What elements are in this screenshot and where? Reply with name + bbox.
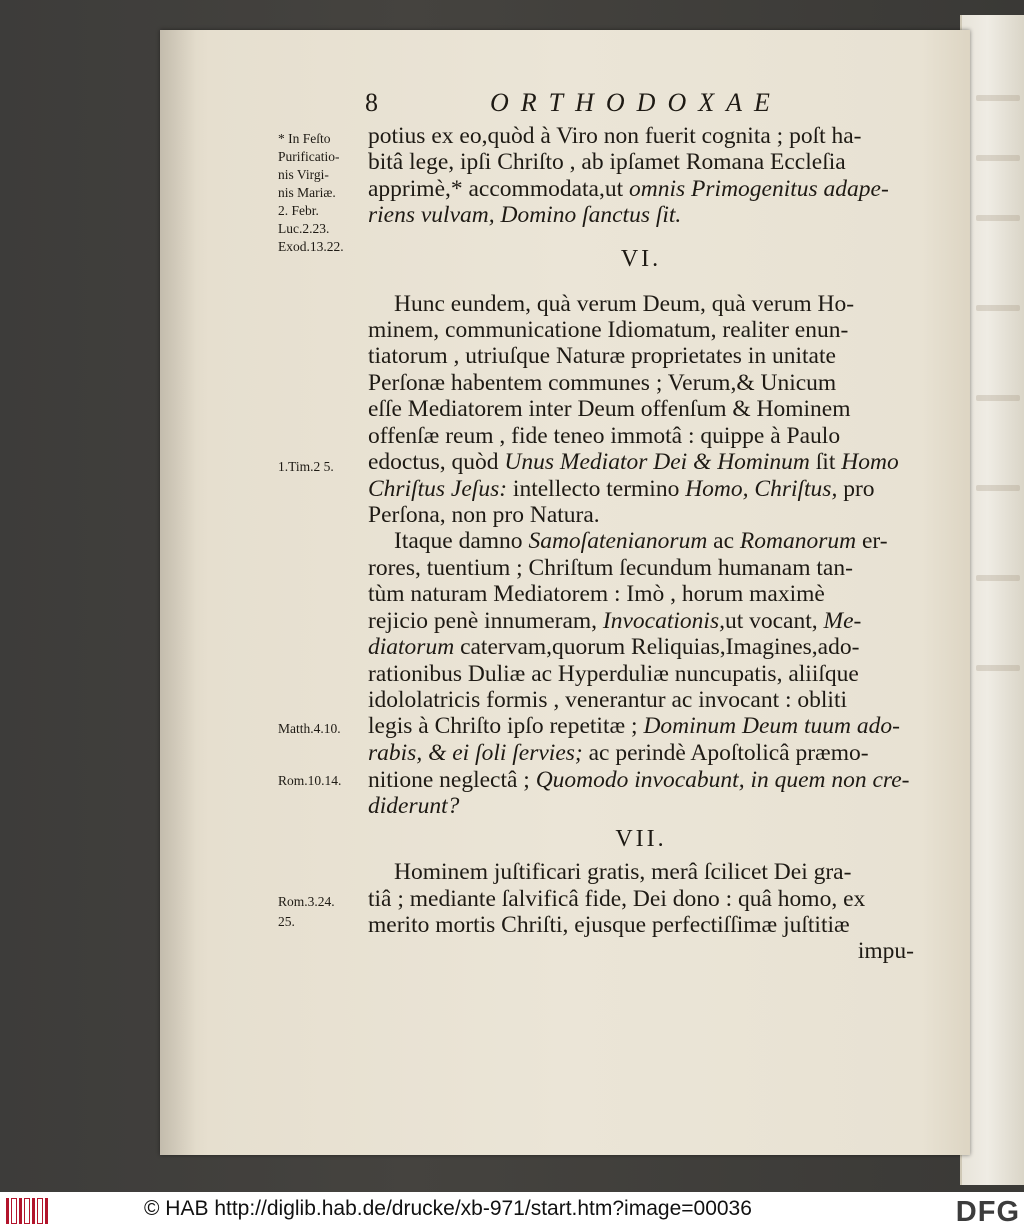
text-line: Perſona, non pro Natura.	[368, 502, 600, 528]
text-line: legis à Chriſto ipſo repetitæ ; Dominum Deum tuum ado-	[368, 713, 900, 739]
dfg-logo: DFG	[955, 1196, 1020, 1228]
bleed-through-mark	[976, 305, 1020, 311]
bleed-through-mark	[976, 665, 1020, 671]
margin-note: Luc.2.23.	[278, 221, 330, 236]
page-number: 8	[365, 88, 378, 117]
bleed-through-mark	[976, 485, 1020, 491]
text-line: rejicio penè innumeram, Invocationis,ut vocant, Me-	[368, 608, 862, 634]
text-line: rores, tuentium ; Chriſtum ſecundum humanam tan-	[368, 555, 853, 581]
page-header	[365, 88, 925, 118]
margin-note: 2. Febr.	[278, 203, 319, 218]
catchword: impu-	[857, 938, 914, 964]
text-line: Chriſtus Jeſus: intellecto termino Homo, Chriſtus, pro	[368, 476, 875, 502]
text-line: eſſe Mediatorem inter Deum offenſum & Hominem	[368, 396, 851, 422]
footer-bar	[0, 1192, 1024, 1230]
source-credit: © HAB http://diglib.hab.de/drucke/xb-971/start.htm?image=00036	[144, 1197, 752, 1220]
text-line: Itaque damno Samoſatenianorum ac Romanorum er-	[394, 528, 888, 554]
text-line: Perſonæ habentem communes ; Verum,& Unicum	[368, 370, 837, 396]
text-line: tiâ ; mediante ſalvificâ fide, Dei dono : quâ homo, ex	[368, 886, 866, 912]
section-heading-vi: VI.	[620, 246, 662, 272]
margin-note: 1.Tim.2 5.	[278, 459, 334, 474]
text-line: rabis, & ei ſoli ſervies; ac perindè Apoſtolicâ præmo-	[368, 740, 869, 766]
margin-note: Purificatio-	[278, 149, 340, 164]
margin-note: * In Feſto	[278, 131, 331, 146]
bleed-through-mark	[976, 215, 1020, 221]
margin-note: Matth.4.10.	[278, 721, 341, 736]
text-line: Hominem juſtificari gratis, merâ ſcilicet Dei gra-	[394, 859, 852, 885]
text-line: diatorum catervam,quorum Reliquias,Imagines,ado-	[368, 634, 860, 660]
margin-note: Rom.3.24.	[278, 894, 335, 909]
text-line: riens vulvam, Domino ſanctus ſit.	[368, 202, 682, 228]
bleed-through-mark	[976, 395, 1020, 401]
bleed-through-mark	[976, 155, 1020, 161]
text-line: potius ex eo,quòd à Viro non fuerit cognita ; poſt ha-	[368, 123, 862, 149]
text-line: tùm naturam Mediatorem : Imò , horum maximè	[368, 581, 825, 607]
section-heading-vii: VII.	[615, 826, 667, 852]
text-line: edoctus, quòd Unus Mediator Dei & Hominum ſit Homo	[368, 449, 899, 475]
hab-logo-icon	[6, 1198, 48, 1224]
book-page	[160, 30, 970, 1155]
text-line: merito mortis Chriſti, ejusque perfectiſſimæ juſtitiæ	[368, 912, 850, 938]
text-line: nitione neglectâ ; Quomodo invocabunt, in quem non cre-	[368, 767, 910, 793]
bleed-through-mark	[976, 575, 1020, 581]
text-line: idololatricis formis , venerantur ac invocant : obliti	[368, 687, 848, 713]
text-line: minem, communicatione Idiomatum, realiter enun-	[368, 317, 849, 343]
margin-note: Rom.10.14.	[278, 773, 342, 788]
margin-note: 25.	[278, 914, 295, 929]
text-line: rationibus Duliæ ac Hyperduliæ nuncupatis, aliiſque	[368, 661, 859, 687]
text-line: bitâ lege, ipſi Chriſto , ab ipſamet Romana Eccleſia	[368, 149, 846, 175]
text-line: tiatorum , utriuſque Naturæ proprietates in unitate	[368, 343, 836, 369]
margin-note: nis Mariæ.	[278, 185, 336, 200]
text-line: offenſæ reum , fide teneo immotâ : quippe à Paulo	[368, 423, 841, 449]
margin-note: Exod.13.22.	[278, 239, 344, 254]
text-line: diderunt?	[368, 793, 460, 819]
margin-note: nis Virgi-	[278, 167, 329, 182]
text-line: Hunc eundem, quà verum Deum, quà verum Ho-	[394, 291, 855, 317]
text-line: apprimè,* accommodata,ut omnis Primogenitus adape-	[368, 176, 889, 202]
running-head: ORTHODOXAE	[490, 88, 782, 117]
bleed-through-mark	[976, 95, 1020, 101]
